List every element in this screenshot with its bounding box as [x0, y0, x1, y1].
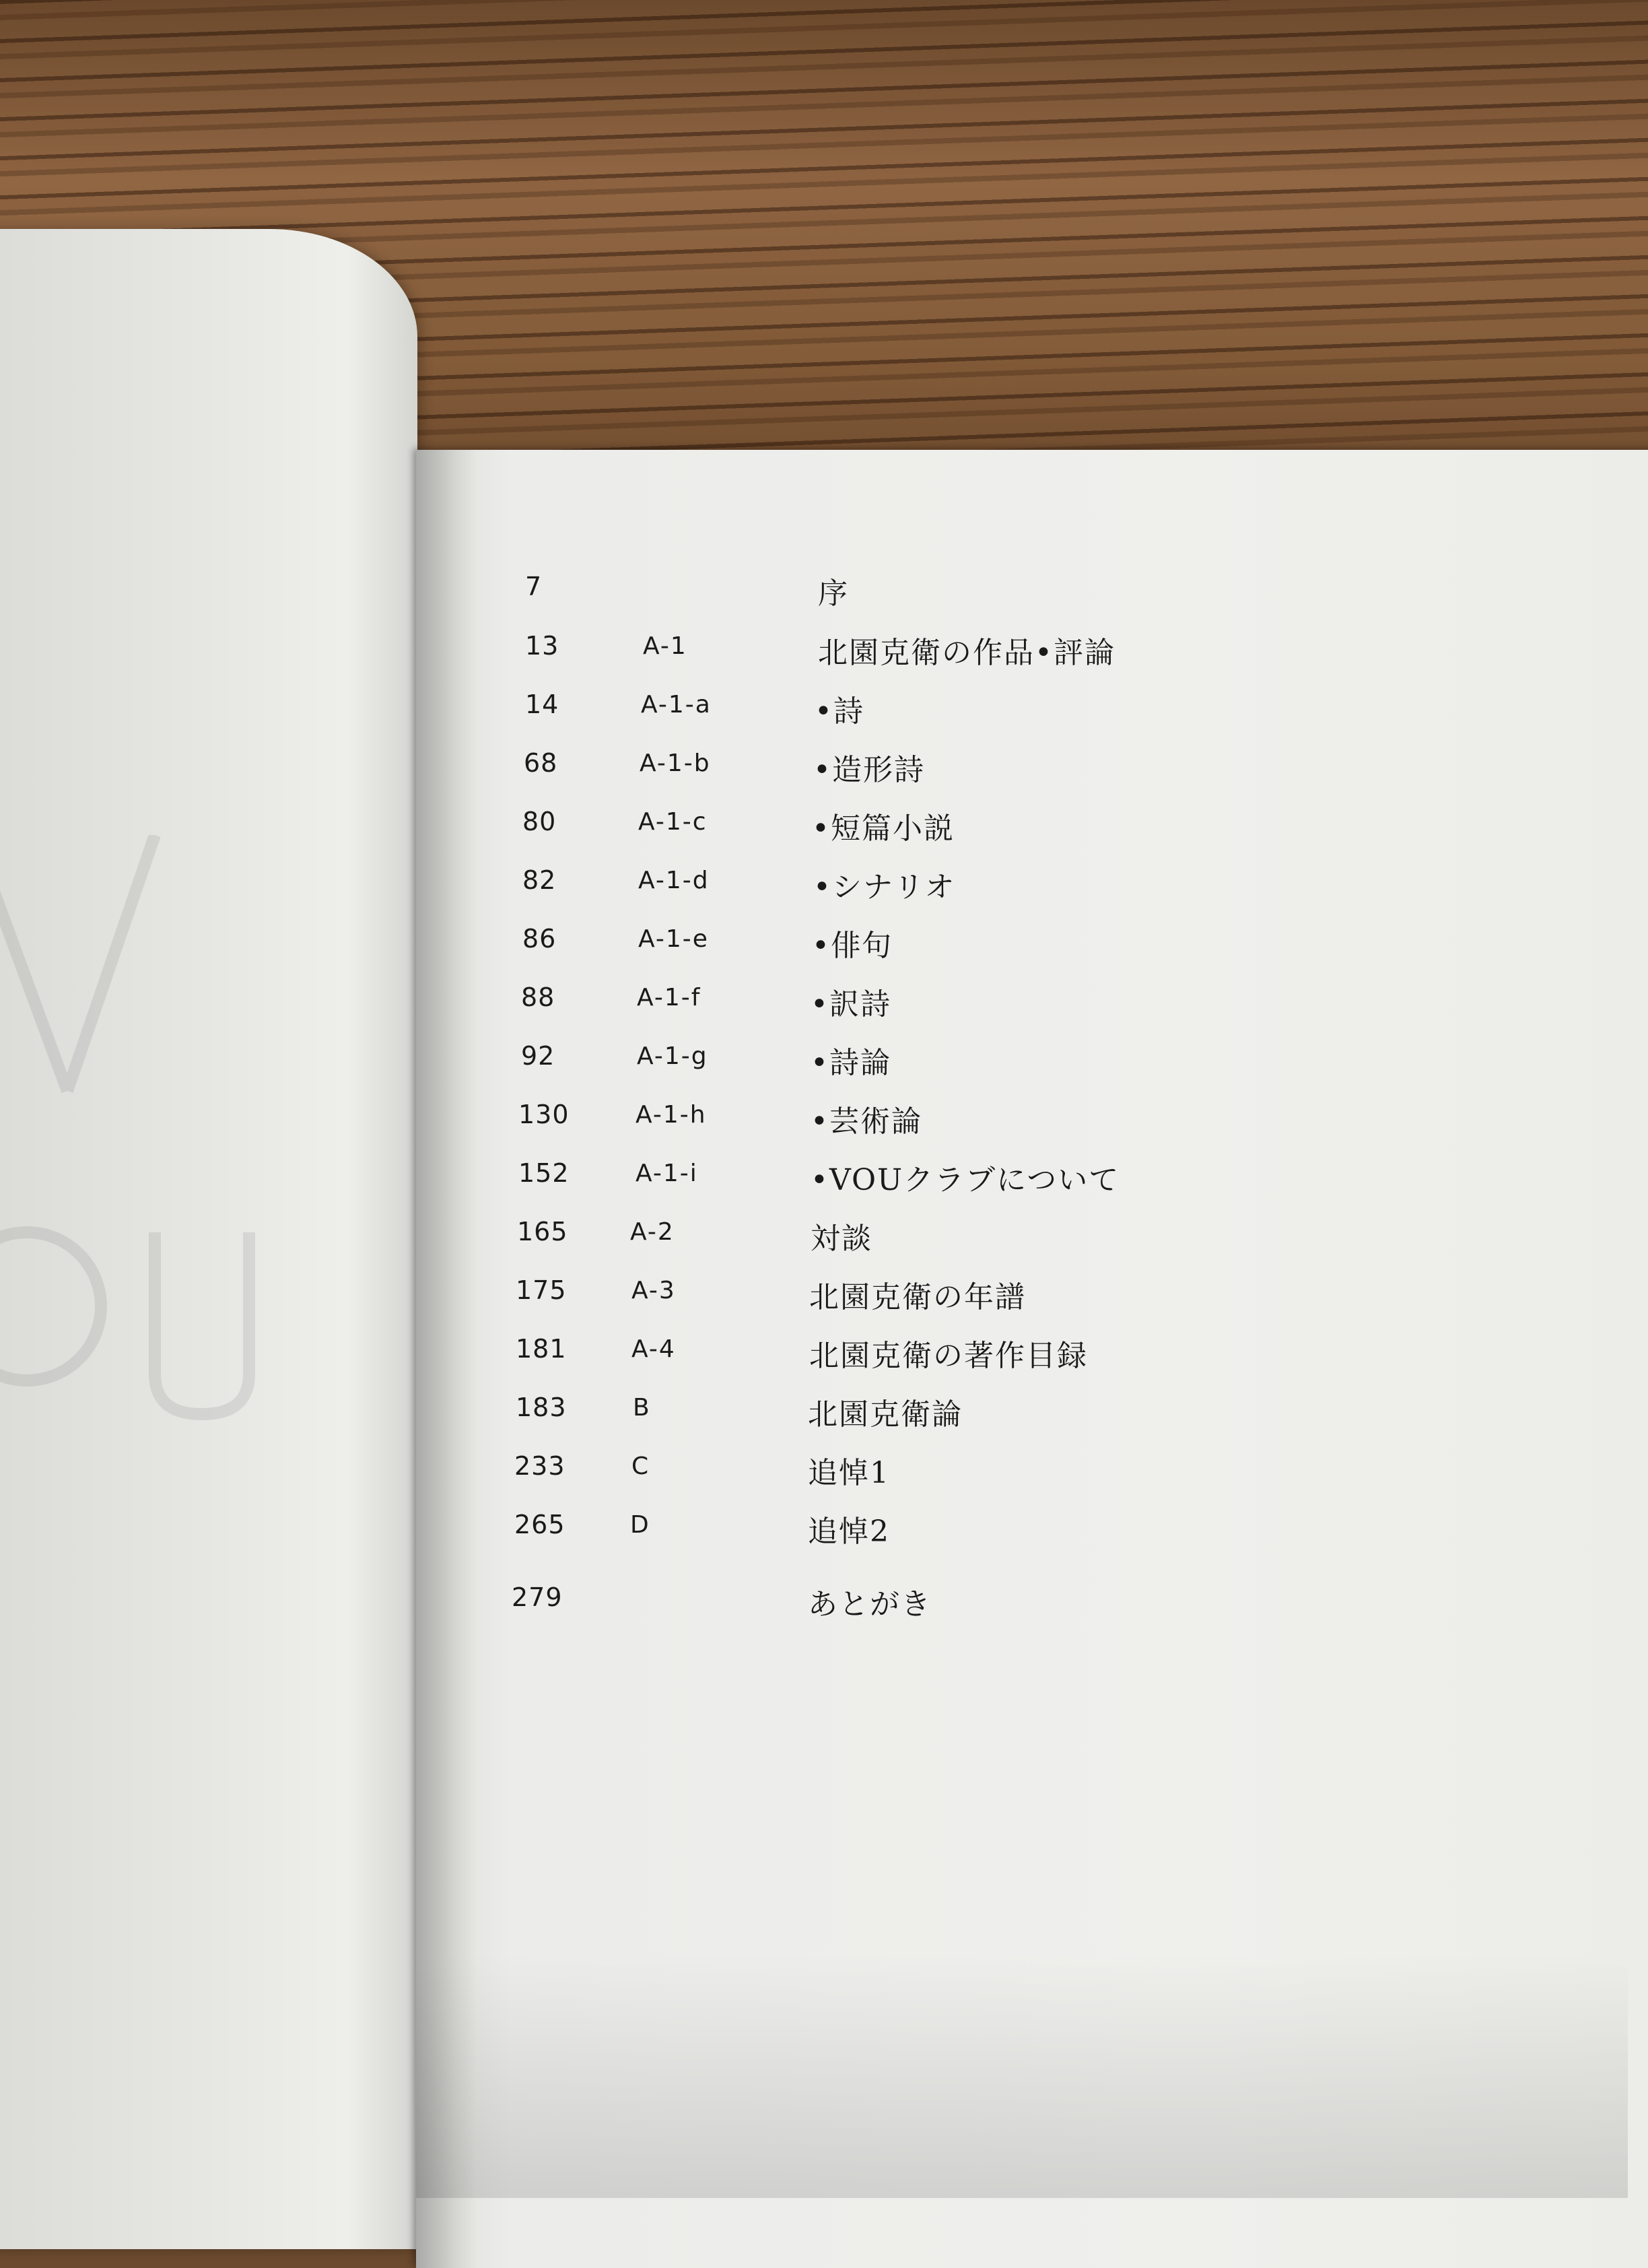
toc-row: [525, 628, 1333, 682]
toc-row: [524, 745, 1332, 799]
toc-row: [514, 1448, 1322, 1502]
toc-section-code: A-1-g: [637, 1042, 708, 1070]
toc-page-number: 175: [516, 1275, 567, 1305]
toc-page-number: 82: [522, 865, 557, 895]
toc-title: •訳詩: [811, 987, 891, 1022]
toc-title: あとがき: [808, 1587, 932, 1622]
toc-row: [522, 804, 1330, 858]
toc-page-number: 88: [521, 982, 555, 1012]
toc-row: [522, 921, 1330, 975]
toc-section-code: A-1: [643, 632, 687, 660]
toc-row: [517, 1214, 1325, 1268]
toc-row: [525, 687, 1333, 741]
toc-section-code: B: [633, 1394, 651, 1422]
page-shadow: [416, 1953, 1628, 2198]
toc-title: •VOUクラブについて: [811, 1163, 1120, 1197]
toc-page-number: 80: [522, 807, 557, 836]
toc-title: 対談: [811, 1222, 872, 1256]
toc-title: •シナリオ: [813, 870, 956, 904]
left-page: [0, 229, 417, 2249]
toc-section-code: A-3: [631, 1277, 676, 1304]
toc-title: 北園克衛の作品•評論: [818, 636, 1115, 670]
toc-section-code: A-1-f: [637, 984, 701, 1011]
toc-page-number: 13: [525, 631, 559, 661]
toc-page-number: 183: [516, 1393, 567, 1422]
toc-section-code: D: [630, 1511, 650, 1539]
toc-section-code: C: [631, 1453, 650, 1480]
toc-section-code: A-1-c: [638, 808, 708, 836]
toc-page-number: 68: [524, 748, 558, 778]
toc-section-code: A-1-e: [638, 925, 709, 953]
toc-section-code: A-1-h: [636, 1101, 707, 1129]
toc-title: •詩: [815, 694, 864, 729]
toc-title: 北園克衛の著作目録: [809, 1339, 1088, 1373]
toc-section-code: A-4: [631, 1335, 676, 1363]
toc-section-code: A-1-i: [636, 1160, 698, 1187]
toc-row: [516, 1273, 1324, 1327]
toc-page-number: 233: [514, 1451, 565, 1481]
toc-page-number: 7: [525, 572, 543, 601]
toc-title: 北園克衛の年譜: [809, 1280, 1026, 1314]
toc-title: 北園克衛論: [808, 1397, 963, 1432]
toc-section-code: A-1-b: [640, 749, 711, 777]
toc-row: [514, 1507, 1322, 1561]
toc-row: [522, 863, 1330, 916]
toc-page-number: 86: [522, 924, 557, 954]
toc-page-number: 265: [514, 1510, 565, 1539]
toc-row: [521, 980, 1329, 1034]
toc-section-code: A-1-d: [638, 867, 710, 894]
toc-title: •芸術論: [811, 1104, 922, 1139]
toc-page-number: 279: [512, 1582, 563, 1612]
toc-page-number: 181: [516, 1334, 567, 1364]
toc-title: 序: [818, 576, 849, 611]
toc-page-number: 152: [518, 1158, 570, 1188]
toc-title: 追悼2: [808, 1514, 890, 1549]
toc-title: •造形詩: [813, 753, 925, 787]
toc-row: [516, 1390, 1324, 1444]
toc-row: [525, 569, 1333, 623]
toc-section-code: A-2: [630, 1218, 675, 1246]
toc-title: •詩論: [811, 1046, 891, 1080]
toc-page-number: 92: [521, 1041, 555, 1071]
toc-page-number: 14: [525, 690, 559, 719]
toc-row: [512, 1580, 1319, 1634]
toc-page-number: 130: [518, 1100, 570, 1129]
toc-title: 追悼1: [808, 1456, 890, 1490]
show-through-letters: [0, 835, 337, 1441]
toc-page-number: 165: [517, 1217, 568, 1246]
toc-row: [521, 1038, 1329, 1092]
toc-row: [516, 1331, 1324, 1385]
toc-section-code: A-1-a: [641, 691, 712, 719]
toc-title: •俳句: [812, 929, 893, 963]
toc-row: [518, 1097, 1326, 1151]
toc-title: •短篇小説: [812, 811, 955, 846]
toc-row: [518, 1156, 1326, 1209]
